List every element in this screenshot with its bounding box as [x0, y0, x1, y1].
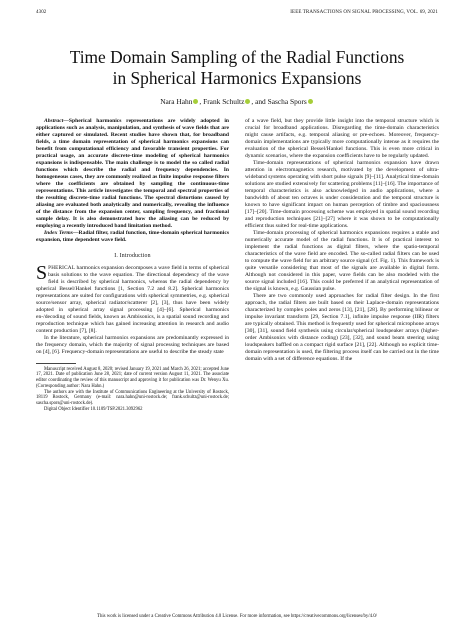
- intro-paragraph-1: [36, 262, 229, 335]
- abstract: [36, 118, 229, 230]
- right-paragraph-2: Time-domain representations of spherical harmonics expansion have drawn attention in electromagnetics research, motivated by the development of ultra-wideband systems operating with short pulse signals [9]–[11]. Analytical time-domain solutions are studied extensively for scattering problems [11]–[16]. The importance of temporal characteristics is also acknowledged in audio applications, where a bandwidth of about ten octaves is under consideration and the temporal structure is known to have significant impact on human perception of timbre and spaciousness [17]–[20]. Time-domain processing scheme was employed in spatial sound recording and reproduction techniques [21]–[27] where it was shown to be computationally efficient thus suited for real-time applications.: [245, 160, 439, 229]
- footnotes: [36, 367, 229, 413]
- right-paragraph-3: Time-domain processing of spherical harmonics expansions requires a stable and numerically accurate model of the radial functions. It is of practical interest to implement the radial functions as digital filters, where the spatio-temporal characteristics of the wave field are encoded. The so-called radial filters can be used to compute the wave field for an arbitrary source signal (cf. Fig. 1). This framework is quite versatile considering that most of the signals are available in digital form. Although not considered in this paper, wave fields can be also modeled with the source signal included [16]. This could be preferred if an analytical representation of the signal is known, e.g. Gaussian pulse.: [245, 230, 439, 292]
- author-list: [30, 97, 444, 106]
- right-column: [245, 118, 439, 363]
- intro-paragraph-2: In the literature, spherical harmonics expansions are predominantly expressed in the frequency domain, which the majority of signal processing techniques are based on [4], [6]. Frequency-domain representations are useful to describe the steady state: [36, 335, 229, 355]
- license-footer[interactable]: This work is licensed under a Creative Commons Attribution 4.0 License. For more information, see https://creativecommons.org/licenses/by/4.0/: [97, 614, 377, 619]
- orcid-icon[interactable]: [308, 99, 313, 104]
- author-name: Frank Schultz: [203, 97, 245, 106]
- paper-title: [30, 47, 444, 89]
- left-column: [36, 118, 229, 413]
- title-line-1: Time Domain Sampling of the Radial Functions: [69, 47, 405, 67]
- footnote-rule: [36, 363, 76, 364]
- title-line-2: in Spherical Harmonics Expansions: [112, 68, 362, 88]
- author-name: Nara Hahn: [160, 97, 193, 106]
- footnote-manuscript: Manuscript received August 8, 2020; revised January 19, 2021 and March 26, 2021; accepted June 17, 2021. Date of publication June 28, 2021; date of current version August 11, 2021. The associate editor coordinating the review of this manuscript and approving it for publication was Dr. Wenyu Xu. (Corresponding author: Nara Hahn.): [36, 366, 229, 389]
- footnote-doi[interactable]: Digital Object Identifier 10.1109/TSP.2021.3092962: [44, 407, 143, 413]
- section-heading: I. Introduction: [114, 253, 151, 259]
- right-paragraph-1: of a wave field, but they provide little insight into the temporal structure which is crucial for broadband applications. Disregarding the time-domain characteristics might cause artifacts, e.g. temporal aliasing or pre-echoes. Moreover, frequency-domain implementations are typically more computationally intense as it requires the evaluation of the spherical Bessel/Hankel functions. This is even more critical in dynamic scenarios, where the expansion coefficients have to be regularly updated.: [245, 118, 439, 159]
- author-name: Sascha Spors: [267, 97, 307, 106]
- orcid-icon[interactable]: [245, 99, 250, 104]
- page-number: 4302: [36, 10, 47, 15]
- orcid-icon[interactable]: [193, 99, 198, 104]
- author-separator: , and: [251, 97, 268, 106]
- right-paragraph-4: There are two commonly used approaches for radial filter design. In the first approach, the radial filters are built based on their Laplace-domain representations characterized by complex poles and zeros [13], [21], [28]. By performing bilinear or impulse invariant transform [29, Section 7.1], infinite impulse response (IIR) filters are typically obtained. This method is frequently used for spherical microphone arrays [30], [31], sound field synthesis using circular/spherical loudspeaker arrays (higher-order Ambisonics with distance coding) [23], [32], and sound beam steering using loudspeakers baffled on a compact rigid surface [21], [22]. Although no explicit time-domain representation is used, the filtering process itself can be carried out in the time domain with a set of difference equations. If the: [245, 293, 439, 362]
- lead-word: PHERICAL: [48, 265, 76, 271]
- abstract-text: Spherical harmonics representations are widely adopted in applications such as analysis, manipulation, and synthesis of wave fields that are either captured or simulated. Recent studies have shown that, for broadband fields, a time domain representation of spherical harmonics expansions can benefit from computational efficiency and favorable transient properties. For practical usage, an accurate discrete-time modeling of spherical harmonics expansions is indispensable. The main challenge is to model the so called radial functions which describe the radial and frequency dependencies. In homogeneous cases, they are commonly realized as finite impulse response filters where the coefficients are obtained by sampling the continuous-time representations. This article investigates the temporal and spectral properties of the resulting discrete-time radial functions. The spectral distortions caused by aliasing are evaluated both analytically and numerically, revealing the influence of the distance from the expansion center, sampling frequency, and fractional sample delay. It is also demonstrated how the aliasing can be reduced by employing a recently introduced band limitation method.: [36, 118, 229, 229]
- index-terms: [36, 230, 229, 244]
- index-terms-dash: —: [72, 230, 79, 236]
- abstract-label: Abstract: [44, 118, 64, 124]
- drop-cap: S: [36, 262, 48, 284]
- intro-p1-text: harmonics expansion decomposes a wave field in terms of spherical basis solutions to the wave equation. The directional dependency of the wave field is described by spherical harmonics, whereas the radial dependency by spherical Bessel/Hankel functions [1, Section 7.2 and 8.2]. Spherical harmonics representations are suited for configurations with spherical symmetries, e.g. spherical source/sensor array, spherical radiator/scatterer [2], [3], thus have been widely adopted in spherical array signal processing [4]–[6]. Spherical harmonics en-/decoding of sound fields, known as Ambisonics, is a spatial sound recording and reproduction technique which has gained increasing attention in research and audio content production [7], [8].: [36, 265, 229, 334]
- index-terms-label: Index Terms: [44, 230, 73, 236]
- index-terms-text: Radial filter, radial function, time-domain spherical harmonics expansion, time dependent wave field.: [36, 230, 229, 243]
- abstract-dash: —: [63, 118, 69, 124]
- footnote-affiliation: The authors are with the Institute of Communications Engineering at the University of Rostock, 18119 Rostock, Germany (e-mail: nara.hahn@uni-rostock.de; frank.schultz@uni-rostock.de; sascha.spors@uni-rostock.de).: [36, 389, 229, 407]
- author-separator: ,: [199, 97, 204, 106]
- journal-header: IEEE TRANSACTIONS ON SIGNAL PROCESSING, VOL. 69, 2021: [290, 10, 438, 15]
